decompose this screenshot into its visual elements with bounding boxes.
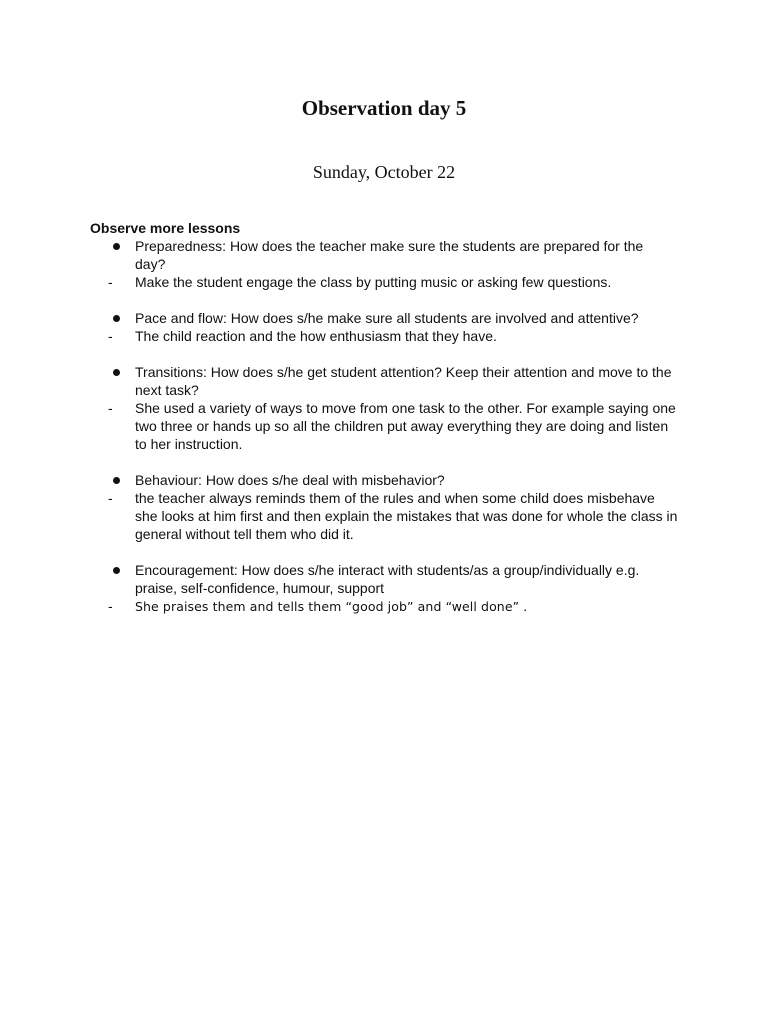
question-text: Behaviour: How does s/he deal with misbehavior? <box>135 472 445 488</box>
answer-item-preparedness <box>90 273 690 291</box>
document-title: Observation day 5 <box>301 96 467 120</box>
answer-item-pace-and-flow <box>90 327 690 345</box>
bullet-icon <box>113 243 120 250</box>
document-date: Sunday, October 22 <box>312 162 456 182</box>
answer-item-behaviour <box>90 489 680 543</box>
answer-text: The child reaction and the how enthusiasm that they have. <box>135 328 497 344</box>
question-text: Encouragement: How does s/he interact with students/as a group/individually e.g. praise, self-confidence, humour, support <box>135 562 640 596</box>
answer-text: the teacher always reminds them of the rules and when some child does misbehave she looks at him first and then explain the mistakes that was done for whole the class in general without tell them who did it. <box>135 490 678 542</box>
bullet-item-encouragement <box>90 561 665 597</box>
document-body <box>90 219 690 616</box>
section-heading: Observe more lessons <box>90 220 241 236</box>
bullet-item-preparedness <box>90 237 653 273</box>
dash-marker: - <box>108 598 113 614</box>
answer-text: She used a variety of ways to move from one task to the other. For example saying one two three or hands up so all the children put away everything they are doing and listen to her instruction. <box>135 400 676 452</box>
dash-marker: - <box>108 490 113 506</box>
question-text: Pace and flow: How does s/he make sure all students are involved and attentive? <box>135 310 639 326</box>
answer-item-encouragement <box>90 597 690 616</box>
dash-marker: - <box>108 328 113 344</box>
answer-text: Make the student engage the class by putting music or asking few questions. <box>135 274 612 290</box>
bullet-item-behaviour <box>90 471 690 489</box>
answer-text: She praises them and tells them “good job” and “well done” . <box>135 599 528 614</box>
bullet-icon <box>113 369 120 376</box>
bullet-icon <box>113 315 120 322</box>
question-text: Transitions: How does s/he get student attention? Keep their attention and move to the next task? <box>135 364 672 398</box>
dash-marker: - <box>108 274 113 290</box>
bullet-item-pace-and-flow <box>90 309 690 327</box>
question-text: Preparedness: How does the teacher make sure the students are prepared for the day? <box>135 238 644 272</box>
bullet-item-transitions <box>90 363 675 399</box>
answer-item-transitions <box>90 399 680 453</box>
dash-marker: - <box>108 400 113 416</box>
bullet-icon <box>113 567 120 574</box>
bullet-icon <box>113 477 120 484</box>
